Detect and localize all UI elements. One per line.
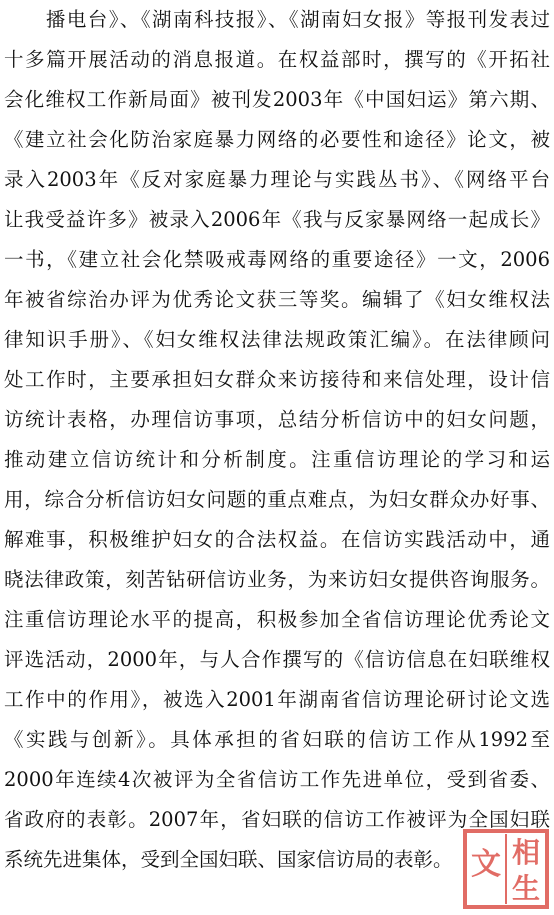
text-line: 年被省综治办评为优秀论文获三等奖。编辑了《妇女维权法: [4, 288, 550, 311]
text-line: 晓法律政策，刻苦钻研信访业务，为来访妇女提供咨询服务。: [4, 568, 550, 591]
text-line: 评选活动，2000年，与人合作撰写的《信访信息在妇联维权: [4, 648, 550, 671]
text-line: 录入2003年《反对家庭暴力理论与实践丛书》、《网络平台: [4, 168, 550, 191]
text-line: 一书，《建立社会化禁吸戒毒网络的重要途径》一文，2006: [4, 248, 550, 271]
seal-character: 文: [471, 847, 501, 882]
text-line: 播电台》、《湖南科技报》、《湖南妇女报》等报刊发表过: [4, 8, 550, 31]
text-line: 律知识手册》、《妇女维权法律法规政策汇编》。在法律顾问: [4, 328, 550, 351]
text-line: 让我受益许多》被录入2006年《我与反家暴网络一起成长》: [4, 208, 550, 231]
text-line: 用，综合分析信访妇女问题的重点难点，为妇女群众办好事、: [4, 488, 550, 511]
text-line: 处工作时，主要承担妇女群众来访接待和来信处理，设计信: [4, 368, 550, 391]
text-line: 注重信访理论水平的提高，积极参加全省信访理论优秀论文: [4, 608, 550, 631]
text-line: 系统先进集体，受到全国妇联、国家信访局的表彰。: [4, 848, 453, 871]
seal-stamp: [462, 828, 550, 910]
text-line: 《实践与创新》。具体承担的省妇联的信访工作从1992至: [4, 728, 550, 751]
text-line: 解难事，积极维护妇女的合法权益。在信访实践活动中，通: [4, 528, 550, 551]
text-line: 省政府的表彰。2007年，省妇联的信访工作被评为全国妇联: [4, 808, 550, 831]
seal-character: 生: [511, 872, 541, 905]
text-line: 工作中的作用》，被选入2001年湖南省信访理论研讨论文选: [4, 688, 550, 711]
text-line: 十多篇开展活动的消息报道。在权益部时，撰写的《开拓社: [4, 48, 550, 71]
text-line: 2000年连续4次被评为全省信访工作先进单位，受到省委、: [4, 768, 550, 791]
text-line: 会化维权工作新局面》被刊发2003年《中国妇运》第六期、: [4, 88, 550, 111]
text-line: 《建立社会化防治家庭暴力网络的必要性和途径》论文，被: [4, 128, 550, 151]
text-line: 访统计表格，办理信访事项，总结分析信访中的妇女问题，: [4, 408, 550, 431]
text-line: 推动建立信访统计和分析制度。注重信访理论的学习和运: [4, 448, 550, 471]
seal-character: 相: [511, 836, 541, 869]
